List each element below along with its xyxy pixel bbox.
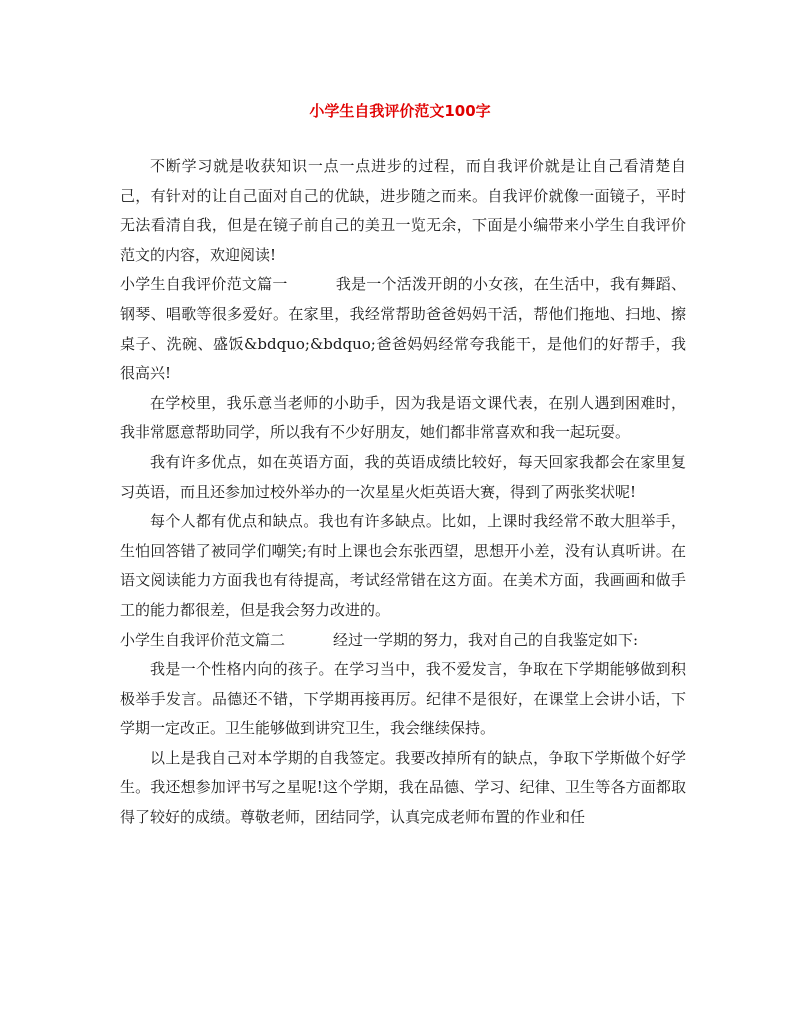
paragraph-character: 我是一个性格内向的孩子。在学习当中，我不爱发言，争取在下学期能够做到积极举手发言。品德还不错，下学期再接再厉。纪律不是很好，在课堂上会讲小话，下学期一定改正。卫生能够做到讲究卫生，我会继续保持。: [120, 660, 686, 738]
paragraph-summary: 以上是我自己对本学期的自我签定。我要改掉所有的缺点，争取下学斯做个好学生。我还想参加评书写之星呢!这个学期，我在品德、学习、纪律、卫生等各方面都取得了较好的成绩。尊敬老师，团结同学，认真完成老师布置的作业和任: [120, 748, 686, 827]
intro-paragraph: 不断学习就是收获知识一点一点进步的过程，而自我评价就是让自己看清楚自己，有针对的让自己面对自己的优缺，进步随之而来。自我评价就像一面镜子，平时无法看清自我，但是在镜子前自己的美丑一览无余，下面是小编带来小学生自我评价范文的内容，欢迎阅读!: [120, 157, 686, 264]
paragraph-english: 我有许多优点，如在英语方面，我的英语成绩比较好，每天回家我都会在家里复习英语，而且还参加过校外举办的一次星星火炬英语大赛，得到了两张奖状呢!: [120, 452, 686, 501]
paragraph-weakness: 每个人都有优点和缺点。我也有许多缺点。比如，上课时我经常不敢大胆举手，生怕回答错了被同学们嘲笑;有时上课也会东张西望，思想开小差，没有认真听讲。在语文阅读能力方面我也有待提高，考试经常错在这方面。在美术方面，我画画和做手工的能力都很差，但是我会努力改进的。: [120, 512, 686, 619]
section-1-text: 我是一个活泼开朗的小女孩，在生活中，我有舞蹈、钢琴、唱歌等很多爱好。在家里，我经常帮助爸爸妈妈干活，帮他们拖地、扫地、擦桌子、洗碗、盛饭&bdquo;&bdquo;爸爸妈妈经常夸我能干，是他们的好帮手，我很高兴!: [120, 275, 686, 383]
section-1-heading: 小学生自我评价范文篇一: [120, 275, 288, 294]
section-2-heading: 小学生自我评价范文篇二: [120, 630, 286, 649]
section-1-line: [120, 270, 686, 388]
section-2-line: [120, 626, 686, 656]
paragraph-school: 在学校里，我乐意当老师的小助手，因为我是语文课代表，在别人遇到困难时，我非常愿意帮助同学，所以我有不少好朋友，她们都非常喜欢和我一起玩耍。: [120, 393, 686, 442]
document-title: 小学生自我评价范文100字: [309, 102, 491, 120]
document-body: [120, 152, 686, 833]
section-2-text: 经过一学期的努力，我对自己的自我鉴定如下:: [333, 630, 639, 649]
